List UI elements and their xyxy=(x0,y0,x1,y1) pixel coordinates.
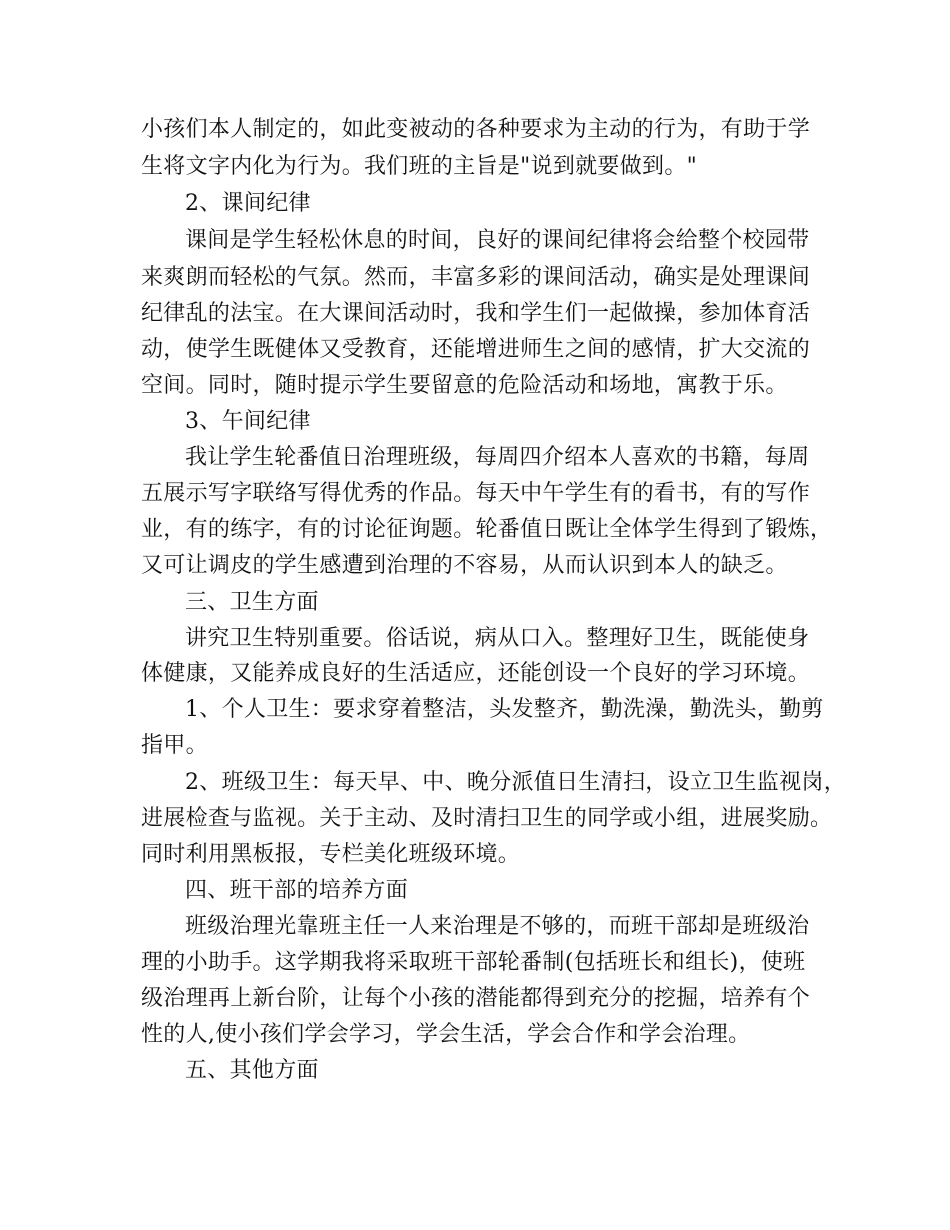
text-line: 动，使学生既健体又受教育，还能增进师生之间的感情，扩大交流的 xyxy=(141,337,811,362)
text-line: 纪律乱的法宝。在大课间活动时，我和学生们一起做操，参加体育活 xyxy=(141,301,811,326)
text-line: 课间是学生轻松休息的时间，良好的课间纪律将会给整个校园带 xyxy=(185,228,810,253)
text-line: 2、班级卫生：每天早、中、晚分派值日生清扫，设立卫生监视岗， xyxy=(185,770,846,795)
section-heading: 2、课间纪律 xyxy=(185,191,311,216)
text-line: 级治理再上新台阶，让每个小孩的潜能都得到充分的挖掘，培养有个 xyxy=(141,986,811,1011)
section-heading: 五、其他方面 xyxy=(185,1058,319,1083)
text-line: 理的小助手。这学期我将采取班干部轮番制(包括班长和组长)，使班 xyxy=(141,950,806,975)
text-line: 性的人,使小孩们学会学习，学会生活，学会合作和学会治理。 xyxy=(141,1022,751,1047)
text-line: 空间。同时，随时提示学生要留意的危险活动和场地，寓教于乐。 xyxy=(141,373,788,398)
text-line: 又可让调皮的学生感遭到治理的不容易，从而认识到本人的缺乏。 xyxy=(141,553,788,578)
text-line: 班级治理光靠班主任一人来治理是不够的，而班干部却是班级治 xyxy=(185,914,810,939)
text-line: 讲究卫生特别重要。俗话说，病从口入。整理好卫生，既能使身 xyxy=(185,626,810,651)
text-line: 五展示写字联络写得优秀的作品。每天中午学生有的看书，有的写作 xyxy=(141,481,811,506)
text-line: 业，有的练字，有的讨论征询题。轮番值日既让全体学生得到了锻炼， xyxy=(141,517,833,542)
text-line: 进展检查与监视。关于主动、及时清扫卫生的同学或小组，进展奖励。 xyxy=(141,806,833,831)
section-heading: 四、班干部的培养方面 xyxy=(185,878,409,903)
section-heading: 3、午间纪律 xyxy=(185,409,311,434)
text-line: 来爽朗而轻松的气氛。然而，丰富多彩的课间活动，确实是处理课间 xyxy=(141,265,811,290)
text-line: 小孩们本人制定的，如此变被动的各种要求为主动的行为，有助于学 xyxy=(141,117,811,142)
section-heading: 三、卫生方面 xyxy=(185,590,319,615)
text-line: 1、个人卫生：要求穿着整洁，头发整齐，勤洗澡，勤洗头，勤剪 xyxy=(185,697,824,722)
text-line: 同时利用黑板报，专栏美化班级环境。 xyxy=(141,842,521,867)
text-line: 指甲。 xyxy=(141,733,208,758)
text-line: 体健康，又能养成良好的生活适应，还能创设一个良好的学习环境。 xyxy=(141,661,811,686)
text-line: 我让学生轮番值日治理班级，每周四介绍本人喜欢的书籍，每周 xyxy=(185,445,810,470)
text-line: 生将文字内化为行为。我们班的主旨是"说到就要做到。" xyxy=(141,154,698,179)
